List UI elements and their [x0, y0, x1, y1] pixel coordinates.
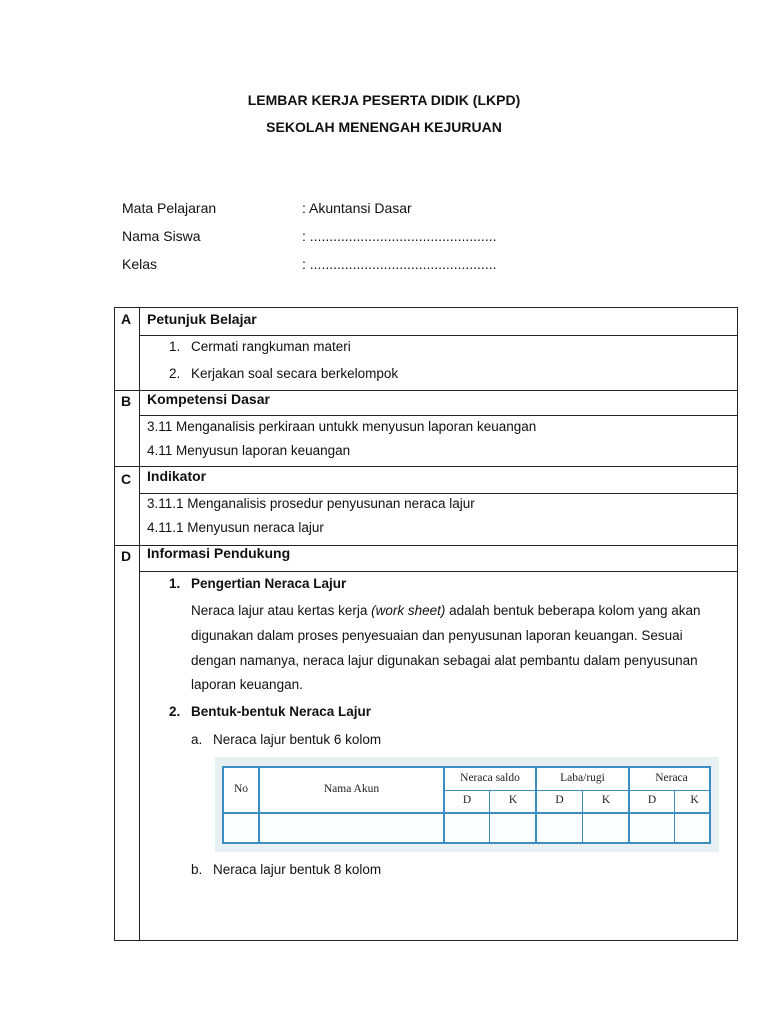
row-divider: [139, 335, 737, 336]
section-title-informasi: Informasi Pendukung: [147, 545, 291, 561]
section-letter-d: D: [121, 548, 132, 564]
info-value: : ................................................: [302, 228, 497, 244]
section-letter-c: C: [121, 471, 132, 487]
info-label: Mata Pelajaran: [122, 200, 217, 216]
row-divider: [115, 466, 737, 467]
info-label: Kelas: [122, 256, 158, 272]
section-title-indikator: Indikator: [147, 468, 207, 484]
worksheet-debit: D: [647, 794, 657, 806]
worksheet-header-account: Nama Akun: [323, 783, 380, 795]
worksheet-grid: [222, 766, 711, 844]
paragraph-line: [191, 603, 701, 618]
worksheet-credit: K: [690, 794, 699, 806]
list-item: Cermati rangkuman materi: [191, 339, 351, 354]
worksheet-6-column-image: [215, 757, 719, 852]
competency-line: 3.11 Menganalisis perkiraan untukk menyusun laporan keuangan: [147, 419, 537, 434]
item-text: Neraca lajur bentuk 6 kolom: [213, 732, 382, 747]
paragraph-text: adalah bentuk beberapa kolom yang akan: [445, 603, 701, 618]
paragraph-line: dengan namanya, neraca lajur digunakan sebagai alat pembantu dalam penyusunan: [191, 653, 698, 668]
table-column-divider: [139, 308, 140, 940]
list-number: 1.: [169, 339, 181, 354]
item-letter: b.: [191, 862, 203, 877]
info-value: : Akuntansi Dasar: [302, 200, 412, 216]
document-title: LEMBAR KERJA PESERTA DIDIK (LKPD): [247, 92, 521, 108]
item-letter: a.: [191, 732, 203, 747]
section-letter-a: A: [121, 311, 132, 327]
paragraph-text: Neraca lajur atau kertas kerja: [191, 603, 372, 618]
worksheet-debit: D: [462, 794, 472, 806]
list-item: Kerjakan soal secara berkelompok: [191, 366, 399, 381]
info-label: Nama Siswa: [122, 228, 201, 244]
worksheet-group-laba-rugi: Laba/rugi: [560, 772, 605, 784]
item-text: Neraca lajur bentuk 8 kolom: [213, 862, 382, 877]
section-letter-b: B: [121, 393, 132, 409]
worksheet-credit: K: [508, 794, 518, 806]
subsection-heading-bentuk: Bentuk-bentuk Neraca Lajur: [191, 704, 372, 719]
row-divider: [139, 571, 737, 572]
worksheet-group-neraca: Neraca: [655, 772, 688, 784]
info-value: : ................................................: [302, 256, 497, 272]
document-subtitle: SEKOLAH MENENGAH KEJURUAN: [266, 119, 502, 135]
subsection-number: 2.: [169, 704, 181, 719]
worksheet-debit: D: [555, 794, 564, 806]
section-title-kompetensi: Kompetensi Dasar: [147, 391, 270, 407]
list-number: 2.: [169, 366, 181, 381]
paragraph-line: digunakan dalam proses penyesuaian dan penyusunan laporan keuangan. Sesuai: [191, 628, 683, 643]
worksheet-group-neraca-saldo: Neraca saldo: [460, 772, 520, 784]
indicator-line: 4.11.1 Menyusun neraca lajur: [147, 520, 324, 535]
lkpd-table: [114, 307, 738, 941]
competency-line: 4.11 Menyusun laporan keuangan: [147, 443, 351, 458]
row-divider: [139, 493, 737, 494]
indicator-line: 3.11.1 Menganalisis prosedur penyusunan neraca lajur: [147, 496, 475, 511]
subsection-heading-pengertian: Pengertian Neraca Lajur: [191, 576, 347, 591]
row-divider: [139, 415, 737, 416]
paragraph-line: laporan keuangan.: [191, 677, 303, 692]
section-title-petunjuk: Petunjuk Belajar: [147, 311, 257, 327]
worksheet-credit: K: [601, 794, 611, 806]
paragraph-italic-term: (work sheet): [371, 603, 446, 618]
subsection-number: 1.: [169, 576, 181, 591]
worksheet-header-no: No: [233, 783, 249, 795]
